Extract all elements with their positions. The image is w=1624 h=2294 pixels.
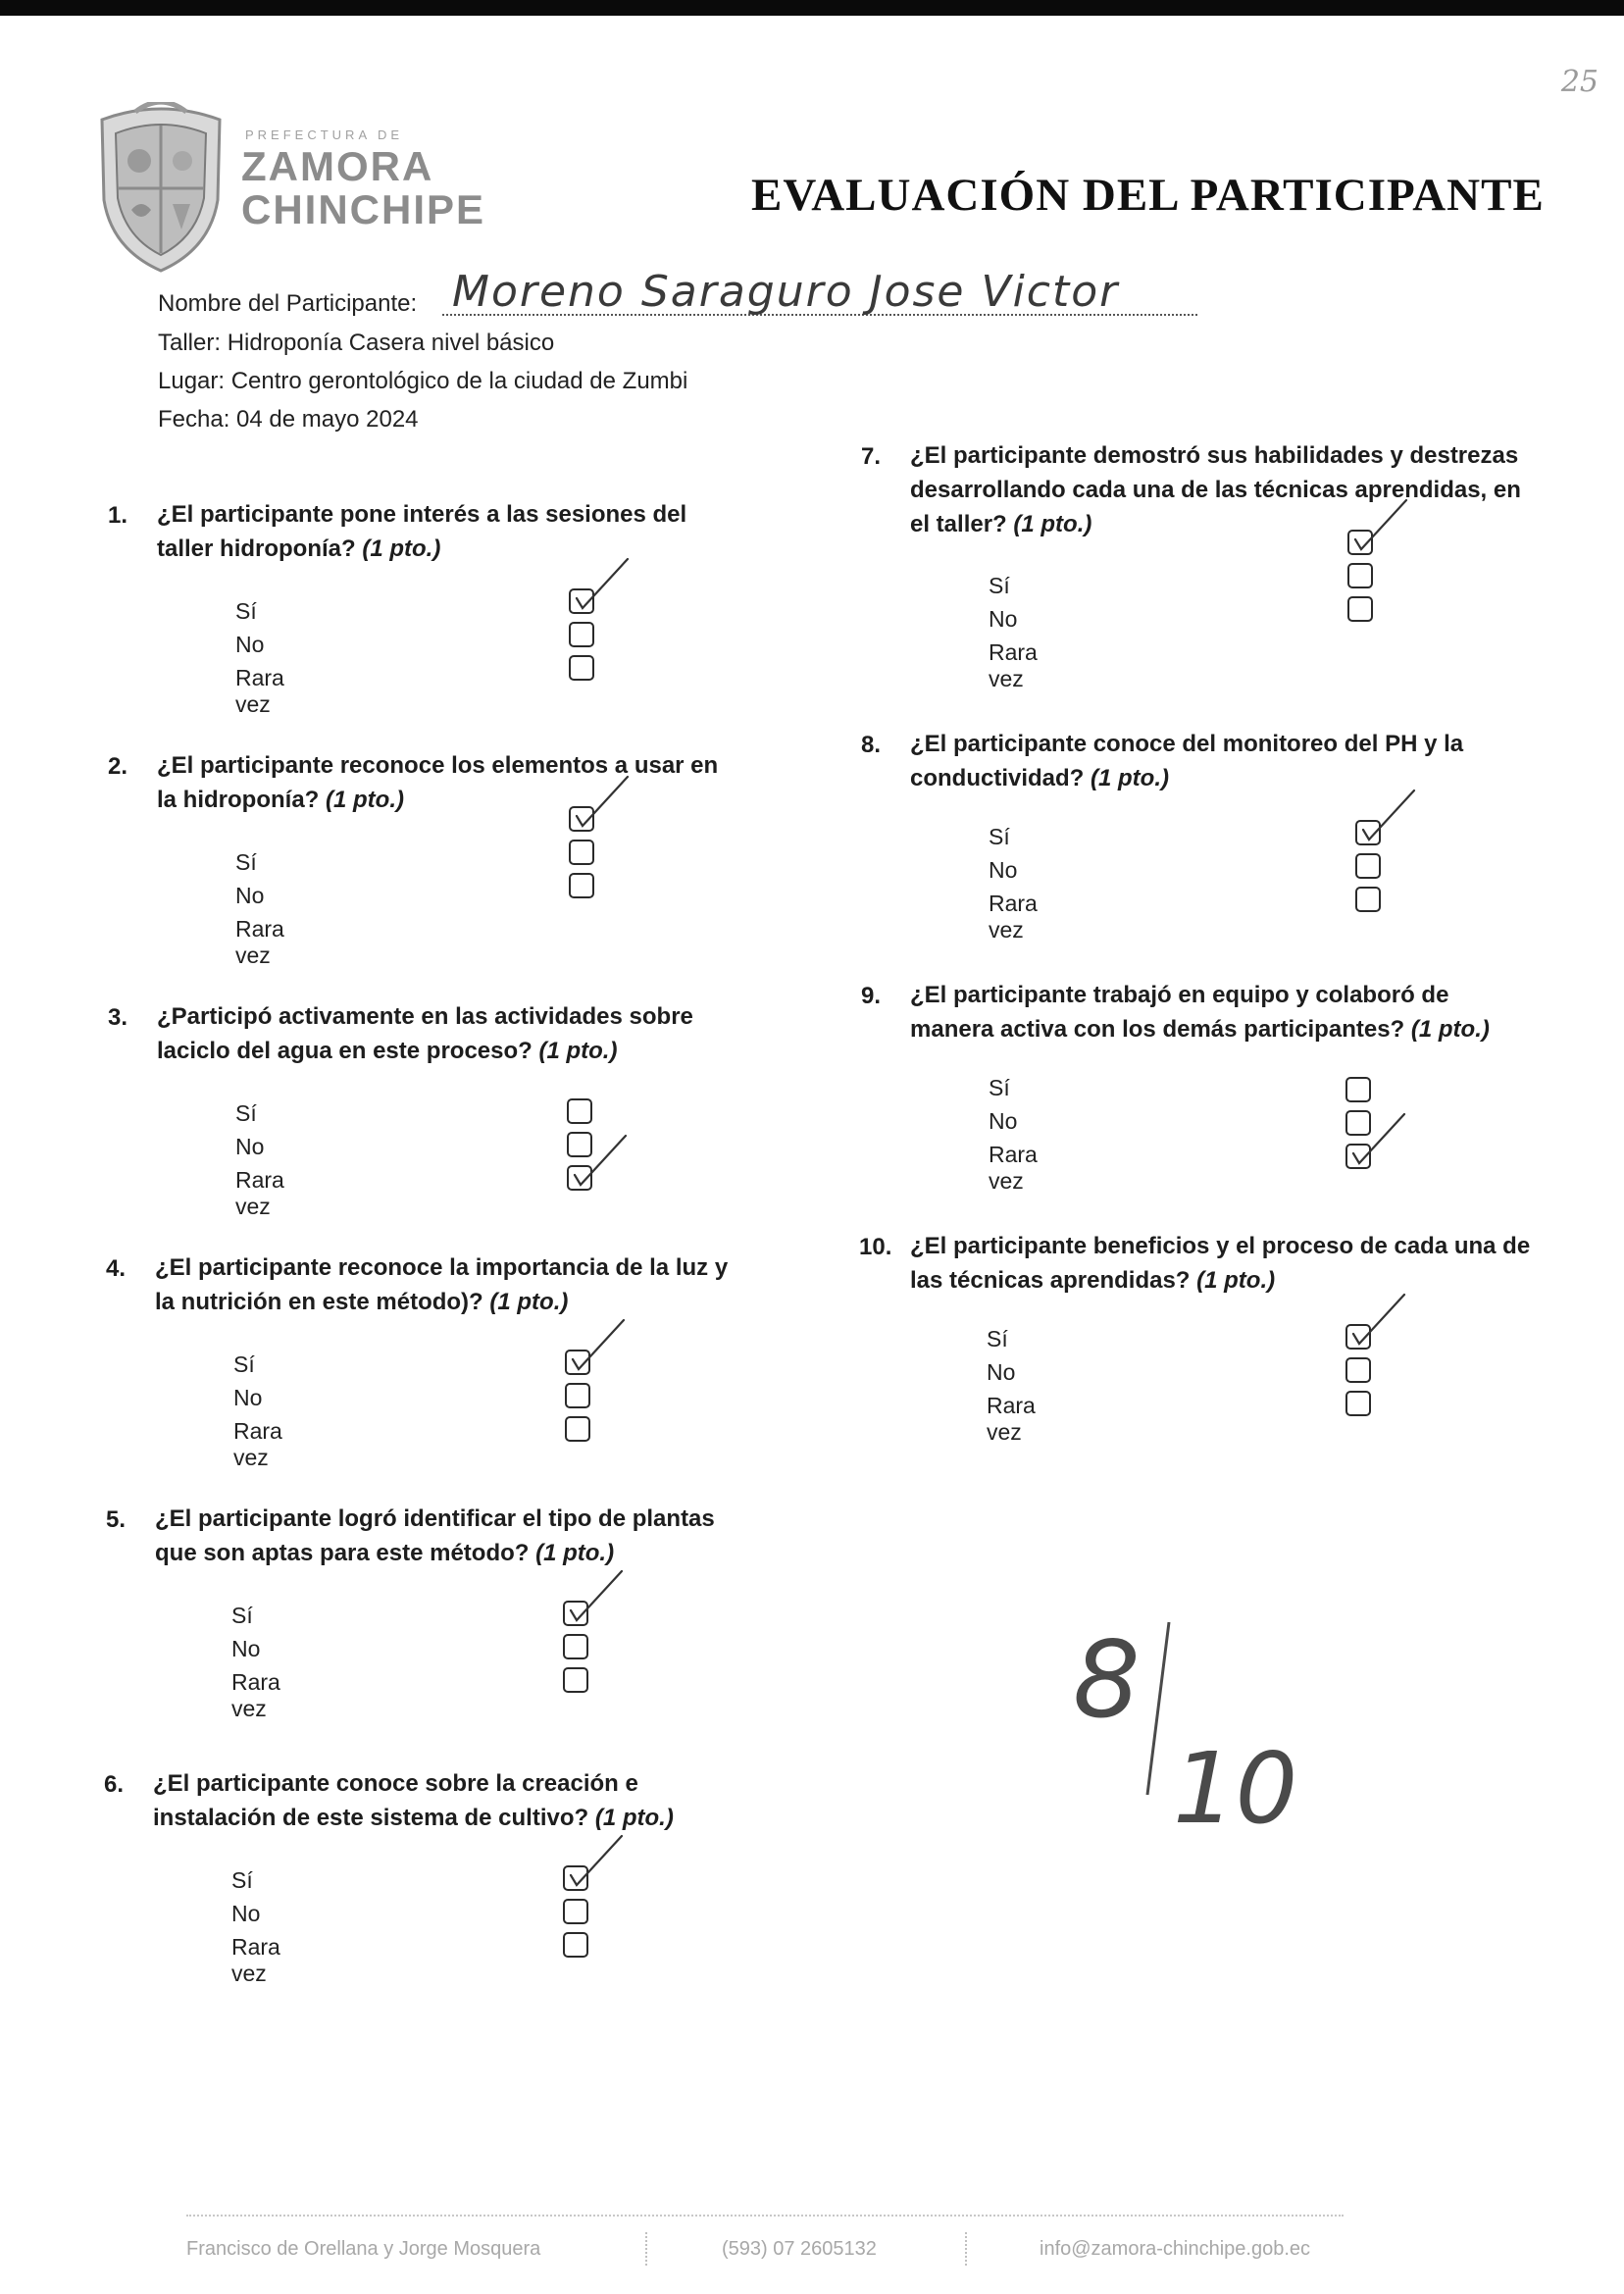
handwritten-score [1059, 1608, 1314, 1844]
option-label-opt3: Rara vez [989, 1142, 1038, 1194]
question-line-text: conductividad? [910, 765, 1085, 791]
option-checkbox[interactable] [1355, 853, 1381, 879]
option-label-opt2: No [235, 883, 265, 908]
option-label-opt1: Sí [231, 1603, 253, 1628]
question-text-line [155, 1536, 715, 1570]
question-text-line [157, 748, 718, 783]
question-points: (1 pto.) [326, 787, 404, 813]
option-label-opt1: Sí [989, 824, 1010, 849]
question-text-line [910, 727, 1463, 761]
score-total: 10 [1173, 1731, 1298, 1844]
question-text [157, 748, 718, 817]
option-checkbox[interactable] [569, 840, 594, 865]
option-label-opt3: Rara vez [231, 1934, 280, 1986]
handwritten-page-number: 25 [1560, 65, 1599, 99]
option-label-opt2: No [989, 857, 1018, 883]
option-checkbox[interactable] [1347, 563, 1373, 588]
checkmark-icon [569, 1132, 628, 1191]
option-label-opt2: No [989, 1108, 1018, 1134]
footer-email: info@zamora-chinchipe.gob.ec [1040, 2238, 1311, 2260]
question-line-text: ¿El participante conoce del monitoreo del PH y la [910, 731, 1464, 757]
question-line-text: ¿El participante trabajó en equipo y colaboró de [910, 982, 1449, 1008]
question-points: (1 pto.) [594, 1805, 674, 1831]
option-label-opt3: Rara vez [989, 891, 1038, 943]
option-label-opt1: Sí [987, 1326, 1008, 1351]
participant-name-field [158, 267, 1197, 324]
question-line-text: la nutrición en este método)? [155, 1289, 483, 1315]
question-line-text: la hidroponía? [157, 787, 320, 813]
footer-address: Francisco de Orellana y Jorge Mosquera [186, 2238, 541, 2260]
question-text-line [153, 1766, 674, 1801]
option-checkbox[interactable] [569, 655, 594, 681]
question-number: 7. [861, 443, 882, 470]
checkmark-icon [1347, 1110, 1406, 1169]
option-label-opt2: No [987, 1359, 1016, 1385]
question-points: (1 pto.) [1091, 765, 1169, 791]
question-line-text: que son aptas para este método? [155, 1540, 530, 1566]
option-label-opt1: Sí [989, 1075, 1010, 1100]
question-points: (1 pto.) [1013, 511, 1092, 537]
option-checkbox[interactable] [1345, 1391, 1371, 1416]
option-checkbox[interactable] [563, 1667, 588, 1693]
question-line-text: manera activa con los demás participantes? [910, 1016, 1405, 1043]
question-line-text: laciclo del agua en este proceso? [157, 1038, 533, 1064]
checkmark-icon [571, 773, 630, 832]
option-label-opt3: Rara vez [989, 639, 1038, 691]
question-points: (1 pto.) [1410, 1016, 1490, 1043]
scan-top-edge [0, 0, 1624, 16]
question-text-line [153, 1801, 674, 1835]
question-text-line [155, 1285, 728, 1319]
name-label: Nombre del Participante: [158, 290, 418, 317]
fecha-text: Fecha: 04 de mayo 2024 [158, 406, 419, 433]
option-label-opt1: Sí [989, 573, 1010, 598]
option-checkbox[interactable] [1355, 887, 1381, 912]
question-text-line [157, 497, 686, 532]
option-checkbox[interactable] [565, 1383, 590, 1408]
score-obtained: 8 [1073, 1619, 1141, 1742]
question-text-line [910, 1229, 1530, 1263]
checkmark-icon [571, 555, 630, 614]
footer-separator [645, 2232, 649, 2266]
option-label-opt1: Sí [235, 849, 257, 875]
question-line-text: ¿El participante conoce sobre la creación e [153, 1770, 638, 1797]
question-line-text: ¿El participante demostró sus habilidades y destrezas [910, 442, 1519, 469]
question-line-text: el taller? [910, 511, 1007, 537]
question-text [910, 727, 1463, 795]
question-points: (1 pto.) [1196, 1267, 1276, 1294]
option-label-opt1: Sí [233, 1351, 255, 1377]
checkmark-icon [565, 1832, 624, 1891]
question-number: 9. [861, 983, 882, 1009]
question-line-text: ¿Participó activamente en las actividades sobre [157, 1003, 693, 1030]
question-text-line [910, 978, 1490, 1012]
question-text-line [910, 1263, 1530, 1298]
question-number: 10. [859, 1234, 892, 1260]
question-text-line [910, 507, 1521, 541]
question-line-text: ¿El participante logró identificar el tipo de plantas [155, 1505, 715, 1532]
lugar-text: Lugar: Centro gerontológico de la ciudad de Zumbi [158, 368, 688, 394]
question-points: (1 pto.) [538, 1038, 618, 1064]
footer-phone: (593) 07 2605132 [722, 2238, 877, 2260]
question-line-text: desarrollando cada una de las técnicas aprendidas, en [910, 477, 1521, 503]
option-checkbox[interactable] [563, 1932, 588, 1958]
question-text-line [910, 1012, 1490, 1046]
question-text-line [157, 999, 693, 1034]
question-number: 1. [108, 502, 128, 529]
question-line-text: taller hidroponía? [157, 535, 356, 562]
question-number: 8. [861, 732, 882, 758]
option-label-opt3: Rara vez [987, 1393, 1036, 1445]
option-label-opt3: Rara vez [235, 1167, 284, 1219]
coat-of-arms-icon [92, 102, 229, 279]
question-number: 2. [108, 753, 128, 780]
option-label-opt3: Rara vez [233, 1418, 282, 1470]
option-checkbox[interactable] [565, 1416, 590, 1442]
option-checkbox[interactable] [569, 873, 594, 898]
option-label-opt2: No [235, 1134, 265, 1159]
question-number: 5. [106, 1506, 127, 1533]
question-text-line [155, 1250, 728, 1285]
option-label-opt2: No [231, 1636, 261, 1661]
checkmark-icon [565, 1567, 624, 1626]
checkmark-icon [1349, 496, 1408, 555]
question-number: 3. [108, 1004, 128, 1031]
option-checkbox[interactable] [567, 1098, 592, 1124]
option-checkbox[interactable] [1345, 1357, 1371, 1383]
option-label-opt2: No [235, 632, 265, 657]
question-text-line [910, 438, 1521, 473]
option-label-opt1: Sí [235, 598, 257, 624]
question-number: 4. [106, 1255, 127, 1282]
option-label-opt2: No [233, 1385, 263, 1410]
question-line-text: ¿El participante reconoce la importancia de la luz y [155, 1254, 729, 1281]
logo-prefix: PREFECTURA DE [245, 127, 404, 142]
question-points: (1 pto.) [489, 1289, 569, 1315]
option-label-opt3: Rara vez [231, 1669, 280, 1721]
question-text-line [910, 473, 1521, 507]
document-title: EVALUACIÓN DEL PARTICIPANTE [751, 170, 1545, 221]
footer-separator [965, 2232, 969, 2266]
option-checkbox[interactable] [1345, 1077, 1371, 1102]
question-points: (1 pto.) [362, 535, 441, 562]
option-label-opt3: Rara vez [235, 916, 284, 968]
question-text [157, 999, 693, 1068]
question-points: (1 pto.) [535, 1540, 615, 1566]
option-checkbox[interactable] [1347, 596, 1373, 622]
question-line-text: ¿El participante pone interés a las sesiones del [157, 501, 687, 528]
question-line-text: instalación de este sistema de cultivo? [153, 1805, 589, 1831]
option-checkbox[interactable] [563, 1634, 588, 1659]
logo-line-2: CHINCHIPE [241, 186, 486, 232]
logo-line-1: ZAMORA [241, 143, 434, 189]
option-label-opt2: No [989, 606, 1018, 632]
option-checkbox[interactable] [563, 1899, 588, 1924]
question-text [155, 1502, 715, 1570]
question-line-text: ¿El participante reconoce los elementos a usar en [157, 752, 719, 779]
checkmark-icon [1357, 787, 1416, 845]
question-line-text: las técnicas aprendidas? [910, 1267, 1191, 1294]
handwritten-participant-name: Moreno Saraguro Jose Victor [452, 267, 1120, 317]
question-text-line [155, 1502, 715, 1536]
score-slash [1147, 1622, 1169, 1795]
question-number: 6. [104, 1771, 125, 1798]
question-text [155, 1250, 728, 1319]
option-label-opt1: Sí [235, 1100, 257, 1126]
taller-text: Taller: Hidroponía Casera nivel básico [158, 330, 555, 356]
option-label-opt3: Rara vez [235, 665, 284, 717]
option-checkbox[interactable] [569, 622, 594, 647]
footer-rule [186, 2215, 1344, 2217]
question-line-text: ¿El participante beneficios y el proceso de cada una de [910, 1233, 1531, 1259]
question-text [910, 978, 1490, 1046]
option-label-opt1: Sí [231, 1867, 253, 1893]
question-text [153, 1766, 674, 1835]
question-text [910, 1229, 1530, 1298]
prefectura-logo [92, 102, 494, 279]
question-text-line [157, 1034, 693, 1068]
checkmark-icon [1347, 1291, 1406, 1350]
option-label-opt2: No [231, 1901, 261, 1926]
question-text [910, 438, 1521, 541]
question-text-line [157, 783, 718, 817]
checkmark-icon [567, 1316, 626, 1375]
